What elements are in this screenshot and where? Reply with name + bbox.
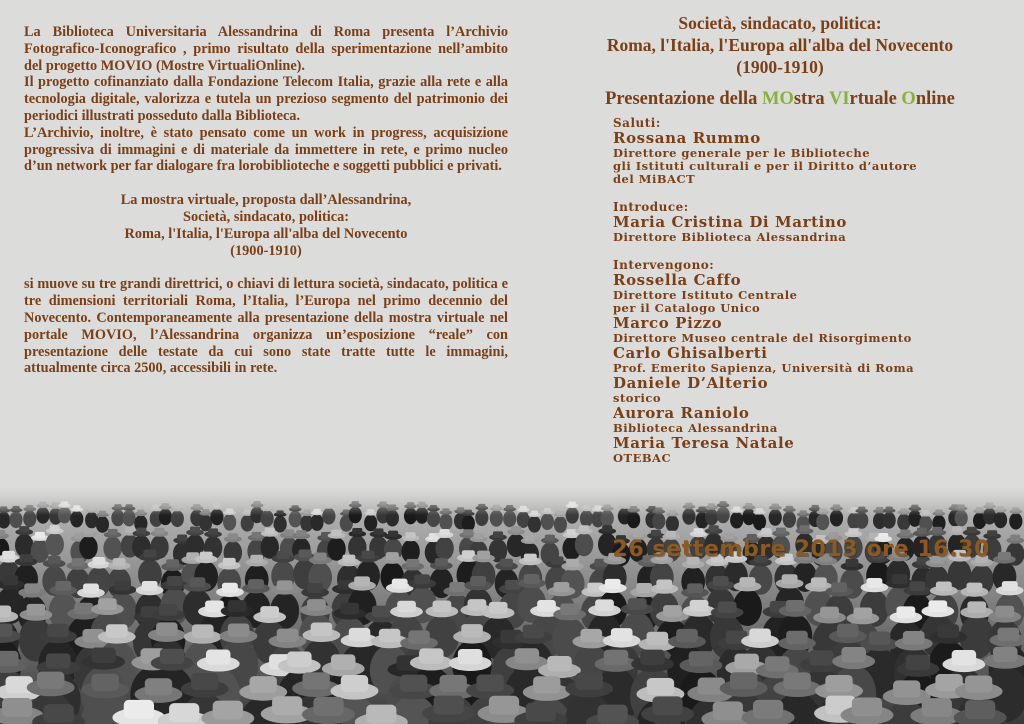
speaker-name: Aurora Raniolo [613,404,750,422]
saluti-label: Saluti: [613,116,661,130]
speaker-name: Rossella Caffo [613,271,742,289]
speaker-name: Maria Cristina Di Martino [613,213,848,231]
intervengono-section [613,258,1013,465]
closing-paragraph: si muove su tre grandi direttrici, o chiavi di lettura società, sindacato, politica e tre dimensioni territoriali Roma, l’Italia, l’Europa nel primo decennio del Novecento. Contemporaneamente alla presentazione della mostra virtuale nel portale MOVIO, l’Alessandrina organizza un’esposizione “reale” con presentazione delle testate da cui sono state tratte tutte le immagini, attualmente circa 2500, accessibili in rete. [24,276,508,377]
exhibit-title-3: (1900-1910) [736,57,824,77]
exhibit-line-4: (1900-1910) [230,242,302,259]
intro-paragraph-2: Il progetto cofinanziato dalla Fondazione Telecom Italia, grazie alla rete e alla tecnologia digitale, valorizza e tutela un prezioso segmento del patrimonio dei periodici illustrati posseduto dalla Biblioteca. [24,74,508,124]
introduce-label: Introduce: [613,200,689,214]
speaker-role: Direttore Biblioteca Alessandrina [613,230,847,244]
event-header [540,12,1020,111]
speaker-role: Direttore generale per le Biblioteche [613,146,871,160]
exhibit-line-1: La mostra virtuale, proposta dall’Alessandrina, [120,192,412,209]
presentation-title: Presentazione della MOstra VIrtuale Online [605,89,955,109]
introduce-section [613,200,1013,244]
speaker-role: Direttore Istituto Centrale [613,288,798,302]
exhibit-title-1: Società, sindacato, politica: [678,13,882,33]
speaker [613,405,1013,435]
left-column [24,24,508,377]
exhibit-title-2: Roma, l'Italia, l'Europa all'alba del Novecento [606,35,954,55]
speaker-role: OTEBAC [613,451,672,465]
speaker-role: storico [613,391,662,405]
speaker-name: Daniele D’Alterio [613,374,769,392]
speaker-role: Direttore Museo centrale del Risorgimento [613,331,912,345]
speaker-role: gli Istituti culturali e per il Diritto d’autore [613,159,918,173]
saluti-section [613,116,1013,186]
intro-paragraph-3: L’Archivio, inoltre, è stato pensato come un work in progress, acquisizione progressiva di immagini e di materiale da immettere in rete, e primo nucleo d’un network per far dialogare fra lorobiblioteche e soggetti pubblici e privati. [24,124,508,175]
speaker-role: del MiBACT [613,172,696,186]
speaker-name: Marco Pizzo [613,314,723,332]
speaker-role: Prof. Emerito Sapienza, Università di Roma [613,361,915,375]
speaker [613,315,1013,345]
speaker-role: Biblioteca Alessandrina [613,421,778,435]
exhibit-line-2: Società, sindacato, politica: [183,208,349,225]
speaker [613,345,1013,375]
speaker [613,272,1013,315]
speaker-name: Rossana Rummo [613,129,761,147]
intro-paragraph-1: La Biblioteca Universitaria Alessandrina di Roma presenta l’Archivio Fotografico-Iconografico , primo risultato della sperimentazione nell’ambito del progetto MOVIO (Mostre VirtualiOnline). [24,24,508,74]
speaker-role: per il Catalogo Unico [613,301,761,315]
event-date: 26 settembre 2013 ore 16.30 [612,537,990,562]
exhibit-line-3: Roma, l'Italia, l'Europa all'alba del Novecento [124,225,408,242]
speaker-name: Maria Teresa Natale [613,434,795,452]
speaker [613,375,1013,405]
crowd-photo [0,487,1024,724]
intervengono-label: Intervengono: [613,258,715,272]
program-list [613,116,1013,465]
speaker-name: Carlo Ghisalberti [613,344,768,362]
speaker [613,435,1013,465]
